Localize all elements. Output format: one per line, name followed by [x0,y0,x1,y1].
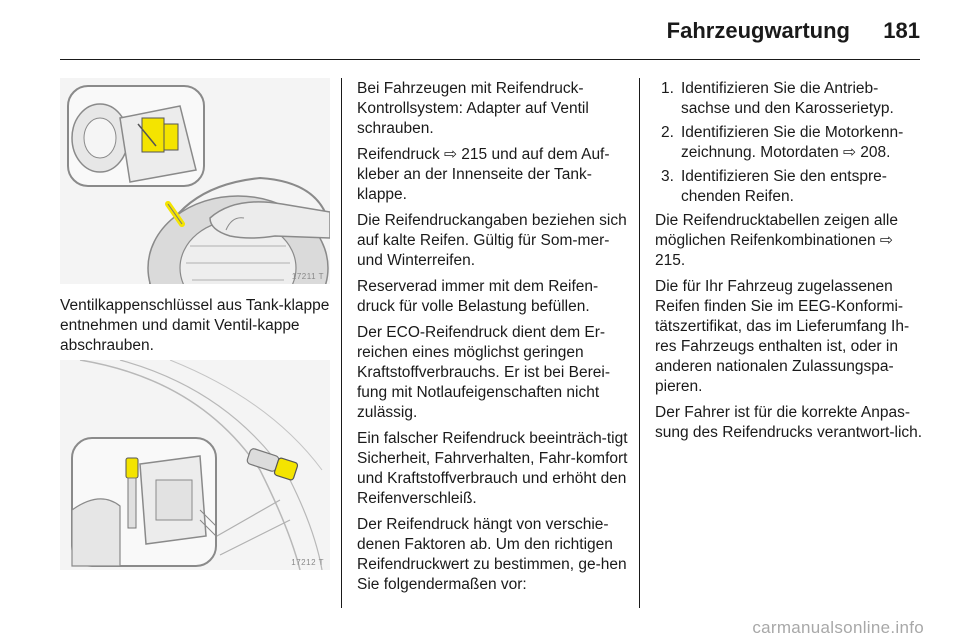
list-text: Identifizieren Sie den entspre-chenden Reifen. [681,168,887,205]
list-number: 2. [661,124,674,141]
fuel-flap-illustration [60,78,330,284]
figure-caption: Ventilkappenschlüssel aus Tank-klappe entnehmen und damit Ventil-kappe abschrauben. [60,297,330,354]
header-rule [60,59,920,60]
paragraph: Bei Fahrzeugen mit Reifendruck-Kontrollsystem: Adapter auf Ventil schrauben. [357,80,589,137]
column-divider-2 [639,78,640,608]
figure-fuel-flap [60,78,330,284]
page-title: Fahrzeugwartung [666,18,850,43]
figure-code: 17211 T [291,272,324,281]
paragraph: Der ECO-Reifendruck dient dem Er-reichen eines möglichst geringen Kraftstoffverbrauchs. Er ist bei Berei-fung mit Notlaufeigenschaften nicht zulässig. [357,324,610,421]
page-header [0,0,960,62]
paragraph: Der Reifendruck hängt von verschie-denen Faktoren ab. Um den richtigen Reifendruckwert zu bestimmen, ge-hen Sie folgendermaßen vor: [357,516,627,593]
list-number: 3. [661,168,674,185]
figure-code: 17212 T [291,558,324,567]
text-column-2 [357,79,629,601]
paragraph: Ein falscher Reifendruck beeinträch-tigt Sicherheit, Fahrverhalten, Fahr-komfort und Kraftstoffverbrauch und erhöht den Reifenverschleiß. [357,430,628,507]
list-number: 1. [661,80,674,97]
paragraph: Reserverad immer mit dem Reifen-druck für volle Belastung befüllen. [357,278,599,315]
watermark: carmanualsonline.info [752,618,924,637]
paragraph: Die Reifendrucktabellen zeigen alle möglichen Reifenkombinationen ⇨ 215. [655,212,898,269]
paragraph: Reifendruck ⇨ 215 und auf dem Auf-kleber an der Innenseite der Tank-klappe. [357,146,610,203]
valve-adapter-illustration [60,360,330,570]
paragraph: Der Fahrer ist für die korrekte Anpas-sung des Reifendrucks verantwort-lich. [655,404,923,441]
text-column-3 [655,79,927,449]
list-item [655,123,927,163]
list-item [655,79,927,119]
list-text: Identifizieren Sie die Motorkenn-zeichnung. Motordaten ⇨ 208. [681,124,904,161]
list-item [655,167,927,207]
figure-valve-adapter [60,360,330,570]
paragraph: Die Reifendruckangaben beziehen sich auf kalte Reifen. Gültig für Som-mer- und Winterreifen. [357,212,627,269]
column-divider-1 [341,78,342,608]
steps-list [655,79,927,207]
list-text: Identifizieren Sie die Antrieb-sachse und den Karosserietyp. [681,80,894,117]
paragraph: Die für Ihr Fahrzeug zugelassenen Reifen finden Sie im EEG-Konformi-tätszertifikat, das im Lieferumfang Ih-res Fahrzeugs enthalten ist, oder in anderen nationalen Zulassungspa-pieren. [655,278,910,395]
page-number: 181 [883,18,920,43]
